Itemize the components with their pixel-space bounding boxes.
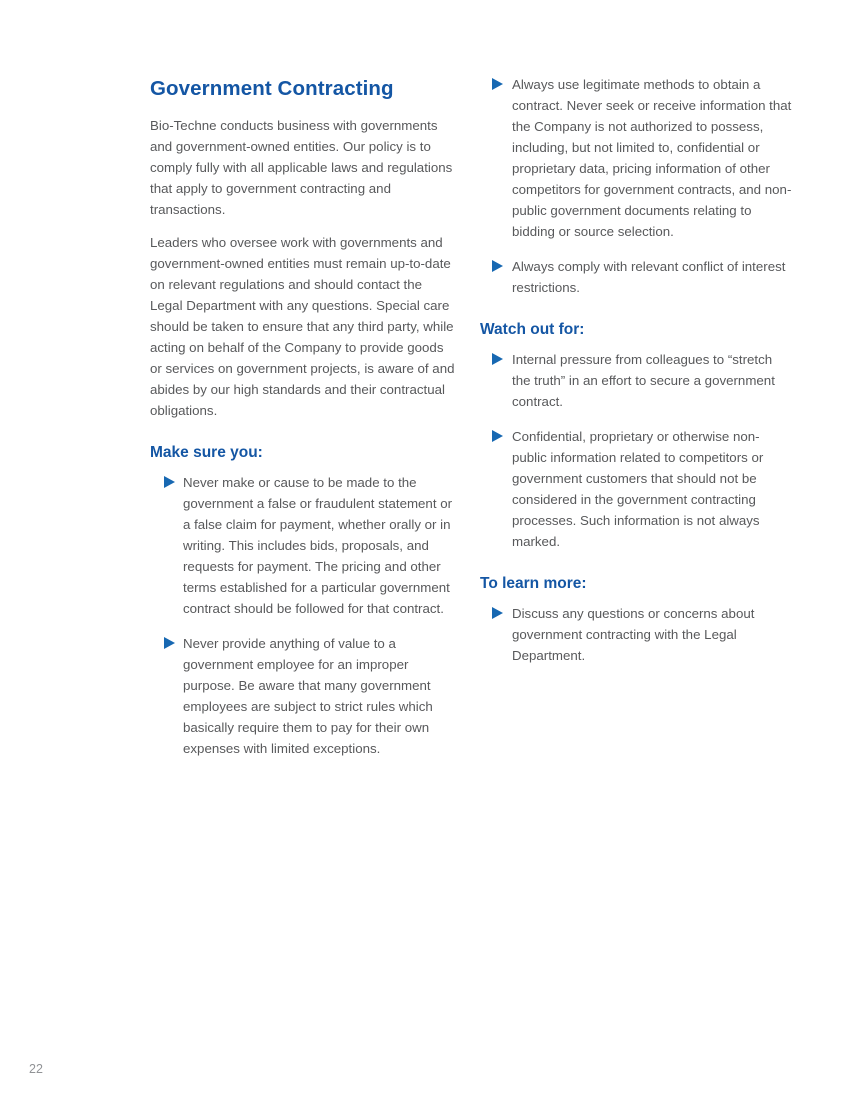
intro-paragraph: Leaders who oversee work with governments and government-owned entities must remain up-to-date on relevant regulations and should contact the Legal Department with any questions. Special care should be taken to ensure that any third party, while acting on behalf of the Company to provide goods or services on government projects, is aware of and abides by our high standards and their contractual obligations. <box>150 235 455 418</box>
section-heading-make-sure-you: Make sure you: <box>150 444 263 461</box>
bullet-text: Always comply with relevant conflict of interest restrictions. <box>512 259 786 295</box>
bullet-text: Never make or cause to be made to the government a false or fraudulent statement or a false claim for payment, whether orally or in writing. This includes bids, proposals, and requests for payment. The pricing and other terms established for a particular government contract should be followed for that contract. <box>183 475 453 616</box>
triangle-right-icon <box>492 260 503 272</box>
bullet-item <box>150 633 458 759</box>
bullet-item <box>480 74 792 242</box>
section-heading-to-learn-more: To learn more: <box>480 575 587 592</box>
section-heading-watch-out-for: Watch out for: <box>480 321 585 338</box>
triangle-right-icon <box>164 476 175 488</box>
bullet-item <box>480 426 792 552</box>
intro-paragraph: Bio-Techne conducts business with governments and government-owned entities. Our policy is to comply fully with all applicable laws and regulations that apply to government contracting and transactions. <box>150 118 453 217</box>
bullet-text: Internal pressure from colleagues to “stretch the truth” in an effort to secure a government contract. <box>512 352 775 409</box>
bullet-item <box>480 256 792 298</box>
triangle-right-icon <box>492 78 503 90</box>
bullet-item <box>150 472 458 619</box>
bullet-text: Never provide anything of value to a government employee for an improper purpose. Be aware that many government employees are subject to strict rules which basically require them to pay for their own expenses with limited exceptions. <box>183 636 433 756</box>
bullet-text: Discuss any questions or concerns about government contracting with the Legal Department. <box>512 606 755 663</box>
bullet-item <box>480 603 792 666</box>
triangle-right-icon <box>492 430 503 442</box>
left-column <box>150 76 458 773</box>
bullet-text: Confidential, proprietary or otherwise non-public information related to competitors or government customers that should not be considered in the government contracting processes. Such information is not always marked. <box>512 429 764 549</box>
right-column <box>480 74 792 680</box>
page-number: 22 <box>29 1062 43 1076</box>
triangle-right-icon <box>492 353 503 365</box>
triangle-right-icon <box>164 637 175 649</box>
triangle-right-icon <box>492 607 503 619</box>
page-title: Government Contracting <box>150 77 394 100</box>
bullet-item <box>480 349 792 412</box>
bullet-text: Always use legitimate methods to obtain a contract. Never seek or receive information that the Company is not authorized to possess, including, but not limited to, confidential or proprietary data, pricing information of other competitors for government contracts, and non-public government documents relating to bidding or source selection. <box>512 77 792 239</box>
